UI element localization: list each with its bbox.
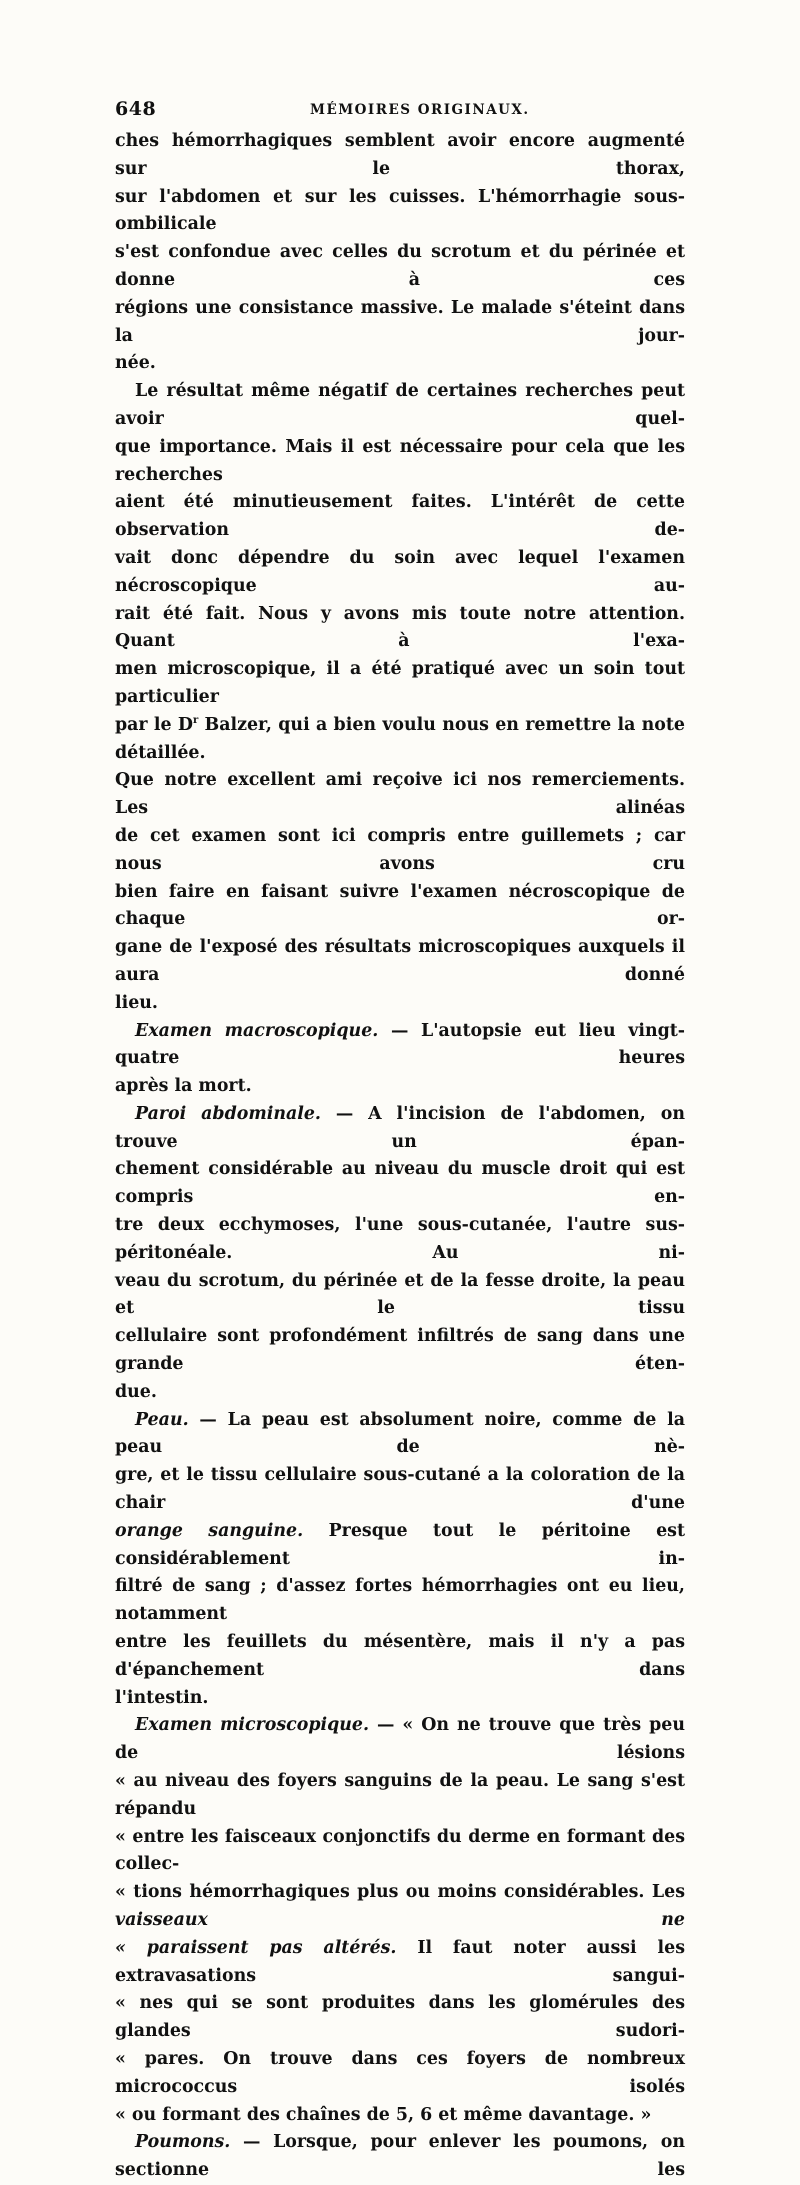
text-line: régions une consistance massive. Le malade s'éteint dans la jour- [115,297,685,346]
text-line: Le résultat même négatif de certaines recherches peut avoir quel- [115,381,685,429]
text-line [115,2129,685,2185]
text-line: gre, et le tissu cellulaire sous-cutané a la coloration de la chair d'une [115,1465,685,1514]
text-line [115,1407,685,1463]
page-header [115,98,685,128]
text-line: gane de l'exposé des résultats microscopiques auxquels il aura donné [115,937,685,985]
running-title: MÉMOIRES ORIGINAUX. [310,102,530,118]
text-line: « entre les faisceaux conjonctifs du derme en formant des collec- [115,1826,685,1875]
text-line: « au niveau des foyers sanguins de la peau. Le sang s'est répandu [115,1771,685,1819]
text-run: — A l'incision de l'abdomen, on trouve un épan- [115,1103,685,1152]
text-line: sur l'abdomen et sur les cuisses. L'hémorrhagie sous-ombilicale [115,186,685,235]
text-line: que importance. Mais il est nécessaire pour cela que les recherches [115,436,685,485]
section-heading-paroi: Paroi abdominale. [135,1103,321,1124]
text-line [115,1101,685,1157]
text-line: ches hémorrhagiques semblent avoir encore augmenté sur le thorax, [115,131,685,179]
text-line [115,712,685,768]
section-heading-poumons: Poumons. [135,2132,231,2153]
text-run: — La peau est absolument noire, comme de la peau de nè- [115,1409,685,1458]
text-line [115,1712,685,1768]
text-run: par le D [115,714,193,735]
text-run: Il faut noter aussi les extravasations sangui- [115,1937,685,1986]
text-line: après la mort. [115,1076,252,1097]
text-line: filtré de sang ; d'assez fortes hémorrhagies ont eu lieu, notamment [115,1576,685,1625]
text-line: bien faire en faisant suivre l'examen nécroscopique de chaque or- [115,881,685,930]
text-line: due. [115,1381,157,1402]
text-run-italic: vaisseaux ne [115,1910,685,1930]
text-run: — Lorsque, pour enlever les poumons, on sectionne les [115,2132,685,2181]
text-line: aient été minutieusement faites. L'intérêt de cette observation de- [115,492,685,541]
section-heading-microscopique: Examen microscopique. [135,1715,370,1736]
text-line: men microscopique, il a été pratiqué avec un soin tout particulier [115,659,685,707]
text-run: — « On ne trouve que très peu de lésions [115,1715,685,1764]
text-line: lieu. [115,992,158,1013]
text-run-italic: orange sanguine. [115,1520,304,1541]
body-text [115,128,685,2185]
text-run: — L'autopsie eut lieu vingt-quatre heures [115,1020,686,1069]
text-line [115,1018,685,1074]
text-line: chement considérable au niveau du muscle droit qui est compris en- [115,1159,685,1208]
text-run-italic: « paraissent pas altérés. [115,1937,397,1958]
text-line: « nes qui se sont produites dans les glomérules des glandes sudori- [115,1993,685,2042]
text-line: s'est confondue avec celles du scrotum et du périnée et donne à ces [115,242,685,290]
superscript: r [192,714,199,726]
text-line: de cet examen sont ici compris entre guillemets ; car nous avons cru [115,825,685,874]
text-run: Balzer, qui a bien voulu nous en remettre la note détaillée. [115,714,685,763]
text-line: « pares. On trouve dans ces foyers de nombreux micrococcus isolés [115,2048,685,2097]
text-line: Que notre excellent ami reçoive ici nos remerciements. Les alinéas [115,770,685,819]
text-line: « ou formant des chaînes de 5, 6 et même davantage. » [115,2104,652,2125]
text-line: rait été fait. Nous y avons mis toute notre attention. Quant à l'exa- [115,603,685,652]
text-line [115,1518,685,1574]
text-run: Presque tout le péritoine est considérablement in- [115,1520,685,1569]
page-number: 648 [115,98,157,120]
text-line: cellulaire sont profondément infiltrés de sang dans une grande éten- [115,1326,685,1375]
section-heading-macroscopique: Examen macroscopique. [135,1020,379,1041]
text-line [115,1935,685,1991]
text-line: tre deux ecchymoses, l'une sous-cutanée, l'autre sus-péritonéale. Au ni- [115,1215,685,1263]
text-line: l'intestin. [115,1687,209,1708]
section-heading-peau: Peau. [135,1409,189,1430]
text-line: entre les feuillets du mésentère, mais il n'y a pas d'épanchement dans [115,1632,685,1680]
text-run: « tions hémorrhagiques plus ou moins considérables. Les [115,1882,685,1903]
text-line: née. [115,353,156,374]
text-line: veau du scrotum, du périnée et de la fesse droite, la peau et le tissu [115,1270,685,1319]
text-line: vait donc dépendre du soin avec lequel l'examen nécroscopique au- [115,547,685,596]
text-line [115,1879,685,1935]
